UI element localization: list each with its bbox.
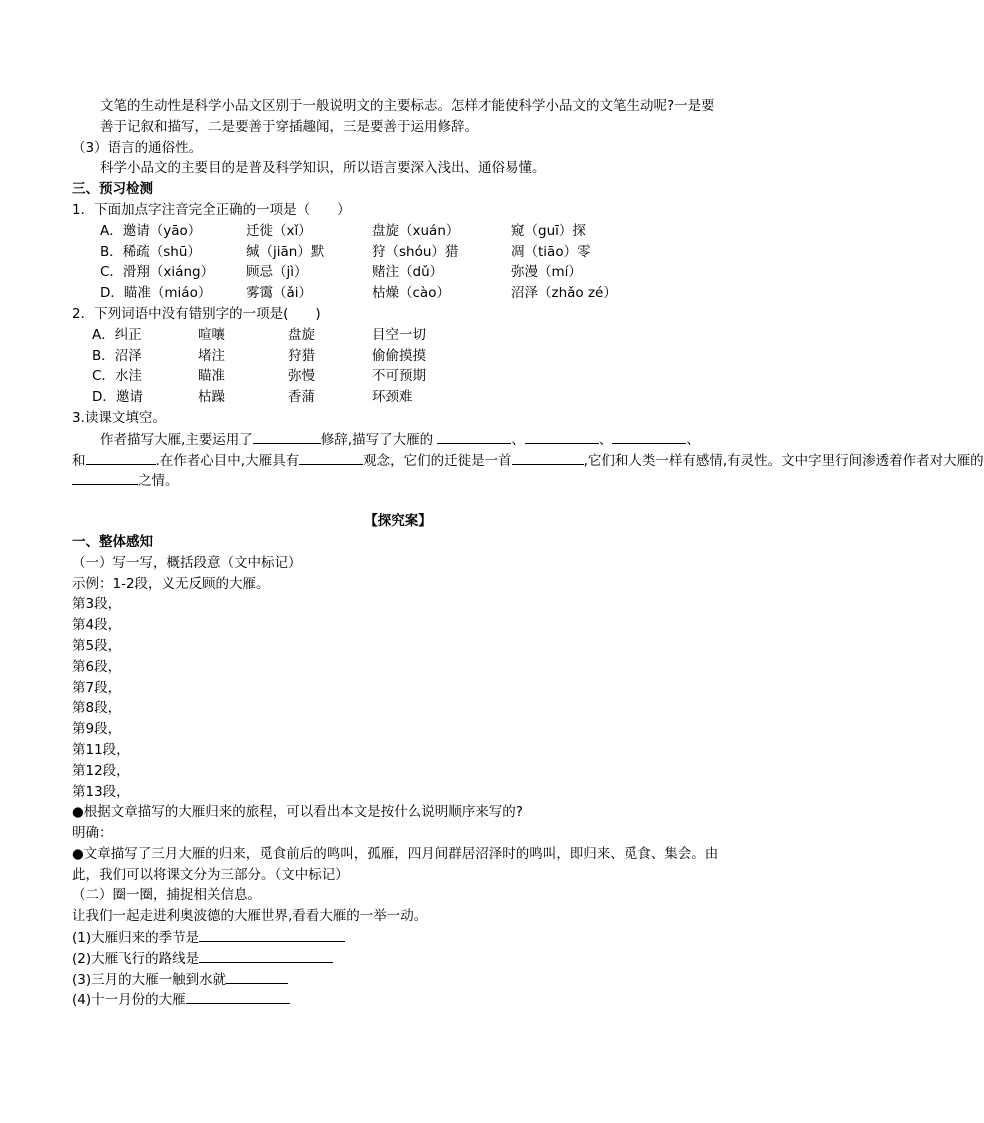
option-cell: 瞄准 (198, 368, 225, 385)
fill-item-1 (72, 927, 724, 948)
fill-blank[interactable] (612, 429, 686, 444)
question-2-option-b (72, 346, 724, 367)
option-cell: 盘旋 (288, 326, 315, 343)
option-cell: 窥（guī）探 (511, 222, 586, 239)
intro-heading-3: （3）语言的通俗性。 (72, 139, 203, 156)
option-cell: 枯燥（cào） (372, 285, 450, 302)
fill-text: 和 (72, 452, 86, 469)
fill-text: 之情。 (138, 473, 179, 490)
intro-paragraph-1: 文笔的生动性是科学小品文区别于一般说明文的主要标志。怎样才能使科学小品文的文笔生动呢?一是要善于记叙和描写，二是要善于穿插趣闻，三是要善于运用修辞。 (100, 98, 715, 135)
question-3-title: 3.读课文填空。 (72, 409, 166, 426)
paragraph-entry: 第5段， (72, 637, 122, 654)
paragraph-entry: 第12段， (72, 762, 130, 779)
option-cell: 沼泽（zhǎo zé） (511, 285, 617, 302)
paragraph-entry: 第9段， (72, 721, 122, 738)
option-cell: 偷偷摸摸 (372, 347, 426, 364)
option-cell: 顾忌（jì） (246, 264, 308, 281)
option-cell: 凋（tiāo）零 (511, 243, 591, 260)
option-cell: 盘旋（xuán） (372, 222, 460, 239)
option-cell: 喧嚷 (198, 326, 225, 343)
fill-blank[interactable] (512, 450, 584, 465)
clarify-label: 明确： (72, 825, 113, 842)
fill-blank[interactable] (199, 927, 345, 942)
question-2-title: 2．下列词语中没有错别字的一项是( ) (72, 305, 321, 322)
question-2-option-d (72, 387, 724, 408)
fill-text: (4)十一月份的大雁 (72, 992, 186, 1009)
option-cell: 雾霭（ǎi） (246, 285, 313, 302)
spacer (72, 491, 724, 511)
order-question: ●根据文章描写的大雁归来的旅程，可以看出本文是按什么说明顺序来写的? (72, 804, 523, 821)
fill-text: (1)大雁归来的季节是 (72, 930, 200, 947)
section-3-title: 三、预习检测 (72, 181, 153, 198)
fill-blank[interactable] (226, 969, 288, 984)
option-cell: 目空一切 (372, 326, 426, 343)
document-page (72, 96, 984, 1010)
subsection-1-title: （一）写一写，概括段意（文中标记） (72, 554, 302, 571)
fill-blank[interactable] (186, 989, 290, 1004)
question-3-line-3 (72, 470, 724, 491)
option-cell: 枯躁 (198, 389, 225, 406)
fill-blank[interactable] (72, 470, 138, 485)
fill-text: (2)大雁飞行的路线是 (72, 950, 200, 967)
paragraph-entry: 第8段， (72, 700, 122, 717)
option-cell: 不可预期 (372, 368, 426, 385)
fill-blank[interactable] (86, 450, 156, 465)
option-cell: B．稀疏（shū） (100, 243, 201, 260)
question-2-option-c (72, 366, 724, 387)
fill-text: 作者描写大雁,主要运用了 (100, 431, 253, 448)
fill-text: 、 (686, 431, 700, 448)
option-cell: 狩（shóu）猎 (372, 243, 459, 260)
question-3-line-2 (72, 450, 984, 471)
option-cell: C．滑翔（xiáng） (100, 264, 215, 281)
option-cell: A．纠正 (92, 326, 142, 343)
question-1-option-c (72, 262, 724, 283)
fill-text: 、 (511, 431, 525, 448)
fill-text: 、 (598, 431, 613, 448)
answer-paragraph: ●文章描写了三月大雁的归来，觅食前后的鸣叫，孤雁，四月间群居沼泽时的鸣叫，即归来、觅食、集会。由此，我们可以将课文分为三部分。（文中标记） (72, 845, 719, 883)
fill-item-3 (72, 969, 724, 990)
paragraph-entry: 第13段， (72, 783, 130, 800)
option-cell: 缄（jiān）默 (246, 243, 325, 260)
paragraph-entry: 第3段， (72, 596, 122, 613)
question-2-option-a (72, 325, 724, 346)
explore-title: 【探究案】 (364, 513, 432, 530)
option-cell: 狩猎 (288, 347, 315, 364)
option-cell: D．邀请 (92, 389, 143, 406)
fill-blank[interactable] (199, 948, 333, 963)
option-cell: 弥慢 (288, 368, 315, 385)
section-1-title: 一、整体感知 (72, 533, 153, 550)
fill-blank[interactable] (299, 450, 363, 465)
paragraph-entry: 第7段， (72, 679, 122, 696)
option-cell: D．瞄准（miáo） (100, 285, 212, 302)
paragraph-entry: 第4段， (72, 617, 122, 634)
option-cell: 迁徙（xǐ） (246, 222, 312, 239)
option-cell: 堵注 (198, 347, 225, 364)
fill-text: 修辞,描写了大雁的 (320, 431, 434, 448)
fill-text: .在作者心目中,大雁具有 (155, 452, 300, 469)
option-cell: 环颈难 (372, 389, 413, 406)
question-1-option-b (72, 242, 724, 263)
fill-item-4 (72, 989, 724, 1010)
intro-paragraph-2: 科学小品文的主要目的是普及科学知识，所以语言要深入浅出、通俗易懂。 (100, 160, 546, 177)
paragraph-entry: 第11段， (72, 741, 130, 758)
paragraph-entry: 第6段， (72, 658, 122, 675)
question-1-option-d (72, 283, 724, 304)
option-cell: B．沼泽 (92, 347, 142, 364)
option-cell: A．邀请（yāo） (100, 222, 202, 239)
fill-item-2 (72, 948, 724, 969)
fill-blank[interactable] (437, 429, 511, 444)
question-1-title: 1．下面加点字注音完全正确的一项是（ ） (72, 201, 351, 218)
fill-blank[interactable] (525, 429, 599, 444)
option-cell: 弥漫（mí） (511, 264, 582, 281)
fill-blank[interactable] (253, 429, 321, 444)
fill-text: ,它们和人类一样有感情,有灵性。文中字里行间渗透着作者对大雁的 (583, 452, 984, 469)
example-line: 示例：1-2段，义无反顾的大雁。 (72, 575, 270, 592)
option-cell: C．水洼 (92, 368, 142, 385)
fill-text: (3)三月的大雁一触到水就 (72, 971, 227, 988)
fill-text: 观念，它们的迁徙是一首 (363, 452, 512, 469)
subsection-2-title: （二）圈一圈，捕捉相关信息。 (72, 887, 261, 904)
lead-line: 让我们一起走进利奥波德的大雁世界,看看大雁的一举一动。 (72, 908, 428, 925)
question-3-line-1 (72, 429, 724, 450)
option-cell: 赌注（dǔ） (372, 264, 444, 281)
option-cell: 香蒲 (288, 389, 315, 406)
question-1-option-a (72, 221, 724, 242)
